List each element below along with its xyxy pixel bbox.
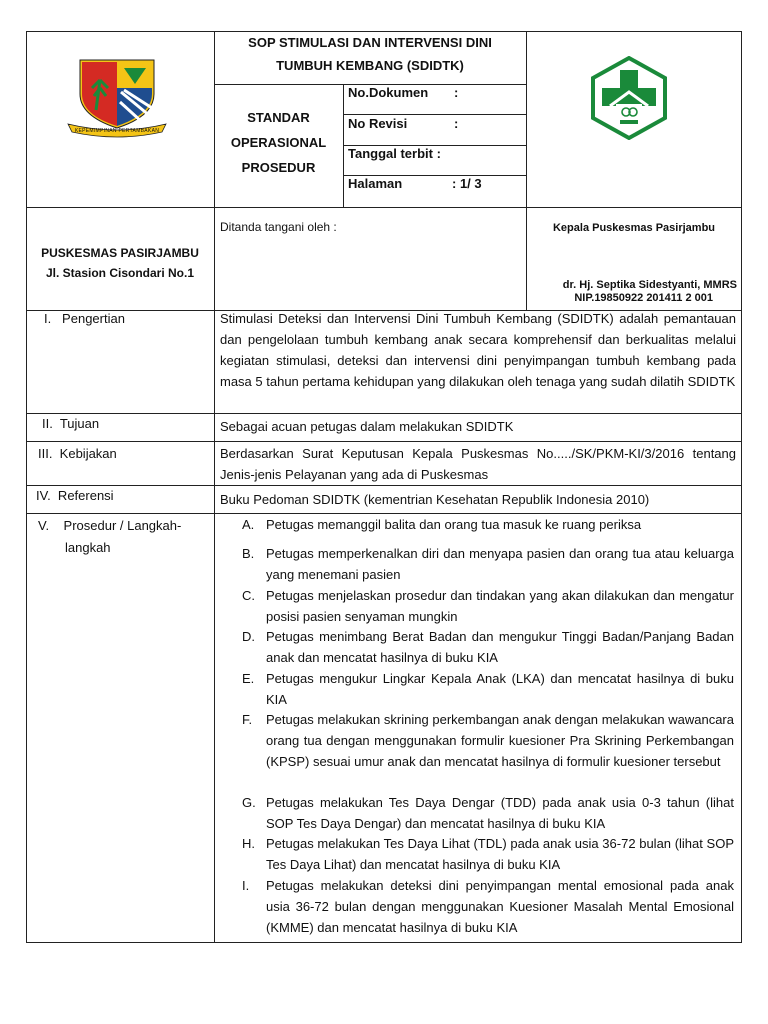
procedure-step-text: Petugas melakukan deteksi dini penyimpangan mental emosional pada anak usia 36-72 bulan dengan menggunakan Kuesioner Masalah Mental Emosional (KMME) dan mencatat hasilnya di buku KIA (266, 878, 734, 935)
meta-value: : (454, 85, 459, 100)
organization-block (26, 243, 214, 283)
procedure-step (242, 586, 734, 628)
procedure-step-text: Petugas melakukan skrining perkembangan anak dengan melakukan wawancara orang tua dengan menggunakan formulir kuesioner Pra Skrining Perkembangan (KPSP) sesuai umur anak dan mencatat hasilnya di formulir kuesioner tersebut (266, 712, 734, 769)
section-label-referensi: IV. Referensi (36, 488, 114, 503)
sop-type-line2: OPERASIONAL (230, 135, 327, 150)
table-border (26, 441, 742, 442)
meta-label: Tanggal terbit : (348, 146, 441, 161)
section-text-kebijakan: Berdasarkan Surat Keputusan Kepala Puskesmas No...../SK/PKM-KI/3/2016 tentang Jenis-jenis Pelayanan yang ada di Puskesmas (220, 446, 736, 482)
procedure-step-letter: G. (242, 795, 256, 810)
meta-row-no-revisi (348, 116, 523, 132)
procedure-step (242, 710, 734, 772)
meta-label: No Revisi (348, 116, 408, 131)
procedure-step-text: Petugas menimbang Berat Badan dan mengukur Tinggi Badan/Panjang Badan anak dan mencatat hasilnya di buku KIA (266, 629, 734, 665)
procedure-step-text: Petugas menjelaskan prosedur dan tindakan yang akan dilakukan dan mengatur posisi pasien senyaman mungkin (266, 588, 734, 624)
puskesmas-cross-logo (586, 56, 672, 140)
procedure-step-letter: B. (242, 546, 255, 561)
section-text-tujuan: Sebagai acuan petugas dalam melakukan SDIDTK (220, 419, 514, 434)
signer-nip: NIP.19850922 201411 2 001 (574, 292, 713, 304)
signed-by-label: Ditanda tangani oleh : (220, 220, 337, 234)
procedure-step-letter: A. (242, 517, 255, 532)
table-border (26, 309, 27, 943)
document-title (214, 33, 526, 76)
procedure-step-letter: D. (242, 629, 255, 644)
table-border (741, 309, 742, 943)
procedure-step-letter: F. (242, 712, 253, 727)
signer-block (527, 279, 737, 305)
procedure-step-text: Petugas memperkenalkan diri dan menyapa pasien dan orang tua atau keluarga yang menemani pasien (266, 546, 734, 582)
document-title-line2: TUMBUH KEMBANG (SDIDTK) (276, 58, 464, 73)
sop-type-label (214, 105, 343, 180)
procedure-step-letter: H. (242, 836, 255, 851)
section-label-kebijakan: III. Kebijakan (38, 446, 117, 461)
procedure-step-text: Petugas memanggil balita dan orang tua masuk ke ruang periksa (266, 517, 642, 532)
table-border (26, 513, 742, 514)
section-label-prosedur-line1: V. Prosedur / Langkah- (38, 518, 182, 533)
table-border (526, 31, 527, 311)
procedure-step-text: Petugas melakukan Tes Daya Lihat (TDL) pada anak usia 36-72 bulan (lihat SOP Tes Daya Lihat) dan mencatat hasilnya di buku KIA (266, 836, 734, 872)
procedure-step-letter: I. (242, 878, 250, 893)
organization-address: Jl. Stasion Cisondari No.1 (45, 266, 195, 280)
section-text-pengertian: Stimulasi Deteksi dan Intervensi Dini Tumbuh Kembang (SDIDTK) adalah pemantauan dan pengelolaan tumbuh kembang anak secara komprehensif dan berkualitas melalui kegiatan stimulasi, deteksi dan intervensi dini penyimpangan tumbuh kembang pada masa 5 tahun pertama kehidupan yang dilakukan oleh tenaga yang sudah dilatih SDIDTK (220, 311, 736, 389)
table-border (26, 413, 742, 414)
meta-label: No.Dokumen (348, 85, 429, 100)
meta-label: Halaman (348, 176, 403, 191)
table-border (26, 485, 742, 486)
table-border (26, 31, 742, 32)
section-label-pengertian: I. Pengertian (44, 311, 125, 326)
table-border (26, 207, 742, 208)
procedure-step (242, 834, 734, 876)
procedure-step (242, 515, 734, 536)
section-text-referensi: Buku Pedoman SDIDTK (kementrian Kesehatan Republik Indonesia 2010) (220, 492, 650, 507)
sop-type-line1: STANDAR (247, 110, 310, 125)
table-border (214, 309, 215, 943)
procedure-step (242, 627, 734, 669)
meta-value: : (454, 116, 459, 131)
signer-name: dr. Hj. Septika Sidestyanti, MMRS (562, 279, 737, 291)
signer-title: Kepala Puskesmas Pasirjambu (552, 222, 716, 234)
procedure-step-text: Petugas melakukan Tes Daya Dengar (TDD) pada anak usia 0-3 tahun (lihat SOP Tes Daya Dengar) dan mencatat hasilnya di buku KIA (266, 795, 734, 831)
emblem-caption: KEPEMIMPINAN PERTAMBAKAN (74, 128, 160, 134)
procedure-step-letter: E. (242, 671, 255, 686)
meta-row-no-dokumen (348, 85, 523, 101)
procedure-step (242, 793, 734, 835)
procedure-step (242, 669, 734, 711)
meta-value: : 1/ 3 (452, 176, 482, 191)
section-label-prosedur-line2: langkah (65, 540, 111, 555)
procedure-step-text: Petugas mengukur Lingkar Kepala Anak (LKA) dan mencatat hasilnya di buku KIA (266, 671, 734, 707)
regional-emblem-logo (64, 58, 170, 138)
table-border (343, 114, 526, 115)
table-border (26, 942, 742, 943)
section-label-tujuan: II. Tujuan (42, 416, 100, 431)
sop-type-line3: PROSEDUR (241, 160, 316, 175)
procedure-step-letter: C. (242, 588, 255, 603)
organization-name: PUSKESMAS PASIRJAMBU (41, 246, 199, 260)
procedure-step (242, 876, 734, 938)
meta-row-halaman (348, 176, 523, 192)
procedure-step (242, 544, 734, 586)
document-title-line1: SOP STIMULASI DAN INTERVENSI DINI (248, 35, 492, 50)
meta-row-tanggal-terbit (348, 146, 523, 162)
table-border (741, 31, 742, 311)
section-label-prosedur (38, 515, 181, 559)
